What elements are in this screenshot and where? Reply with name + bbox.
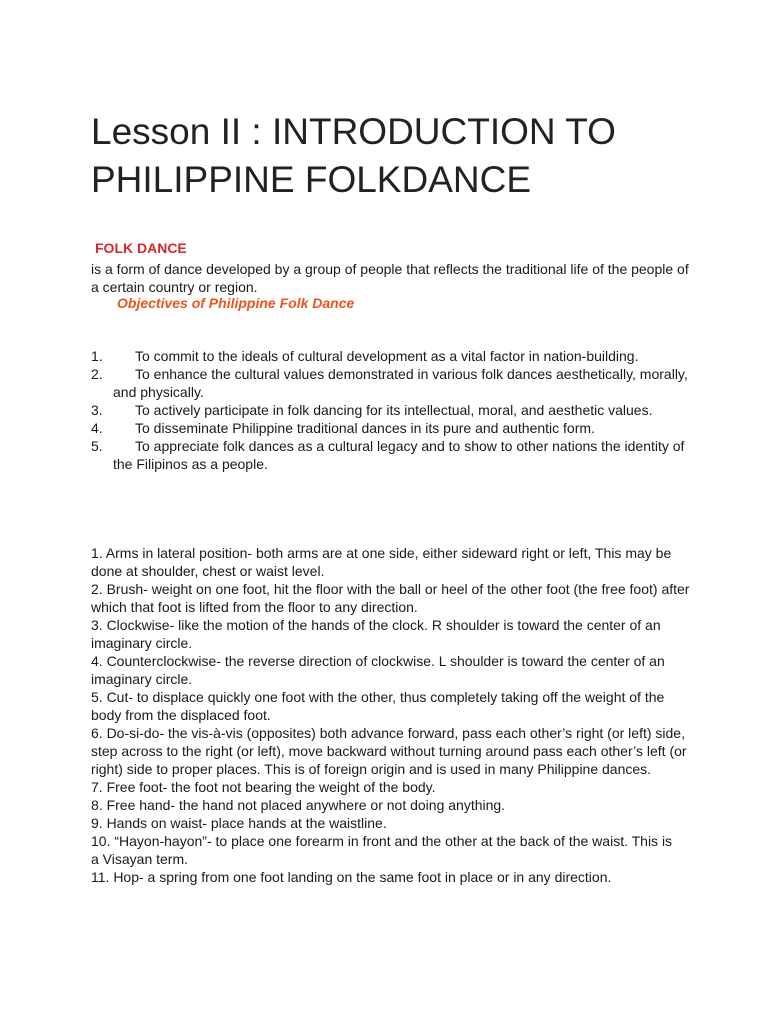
objective-number: 2. bbox=[91, 366, 103, 382]
term-item: 2. Brush- weight on one foot, hit the floor with the ball or heel of the other foot (the free foot) after which that foot is lifted from the floor to any direction. bbox=[91, 581, 690, 615]
term-item: a Visayan term. bbox=[91, 851, 189, 867]
term-item: 8. Free hand- the hand not placed anywhere or not doing anything. bbox=[91, 797, 506, 813]
objective-item bbox=[91, 347, 691, 365]
term-item: 1. Arms in lateral position- both arms are at one side, either sideward right or left, This may be done at shoulder, chest or waist level. bbox=[91, 545, 672, 579]
term-item: 4. Counterclockwise- the reverse direction of clockwise. L shoulder is toward the center of an imaginary circle. bbox=[91, 653, 665, 687]
objective-number: 3. bbox=[91, 402, 103, 418]
objectives-list bbox=[91, 347, 691, 473]
term-item: 3. Clockwise- like the motion of the hands of the clock. R shoulder is toward the center of an imaginary circle. bbox=[91, 617, 661, 651]
term-item: 5. Cut- to displace quickly one foot with the other, thus completely taking off the weight of the body from the displaced foot. bbox=[91, 689, 665, 723]
objective-item bbox=[91, 365, 691, 401]
term-item: 11. Hop- a spring from one foot landing on the same foot in place or in any direction. bbox=[91, 869, 612, 885]
lesson-title-line-1: Lesson II : INTRODUCTION TO bbox=[91, 111, 616, 152]
objective-text: To enhance the cultural values demonstrated in various folk dances aesthetically, morally, and physically. bbox=[113, 366, 688, 400]
objective-text: To actively participate in folk dancing for its intellectual, moral, and aesthetic values. bbox=[135, 402, 653, 418]
term-item: 6. Do-si-do- the vis-à-vis (opposites) both advance forward, pass each other’s right (or left) side, step across to the right (or left), move backward without turning around pass each other’s left (or right) side to proper places. This is of foreign origin and is used in many Philippine dances. bbox=[91, 725, 687, 777]
objective-number: 5. bbox=[91, 438, 103, 454]
objective-number: 4. bbox=[91, 420, 103, 436]
lesson-title bbox=[91, 108, 731, 204]
objectives-heading: Objectives of Philippine Folk Dance bbox=[117, 295, 355, 311]
objective-item bbox=[91, 419, 691, 437]
objective-item bbox=[91, 437, 691, 473]
term-item: 7. Free foot- the foot not bearing the weight of the body. bbox=[91, 779, 436, 795]
term-item: 9. Hands on waist- place hands at the waistline. bbox=[91, 815, 387, 831]
objective-number: 1. bbox=[91, 348, 103, 364]
objective-text: To disseminate Philippine traditional dances in its pure and authentic form. bbox=[135, 420, 595, 436]
objective-text: To commit to the ideals of cultural development as a vital factor in nation-building. bbox=[135, 348, 639, 364]
lesson-title-line-2: PHILIPPINE FOLKDANCE bbox=[91, 159, 532, 200]
folk-dance-heading: FOLK DANCE bbox=[95, 240, 187, 256]
terms-list bbox=[91, 544, 691, 886]
objective-text: To appreciate folk dances as a cultural legacy and to show to other nations the identity of the Filipinos as a people. bbox=[113, 438, 685, 472]
objective-item bbox=[91, 401, 691, 419]
term-item: 10. “Hayon-hayon”- to place one forearm in front and the other at the back of the waist. This is bbox=[91, 833, 673, 849]
folk-dance-definition: is a form of dance developed by a group of people that reflects the traditional life of the people of a certain country or region. bbox=[91, 261, 689, 295]
